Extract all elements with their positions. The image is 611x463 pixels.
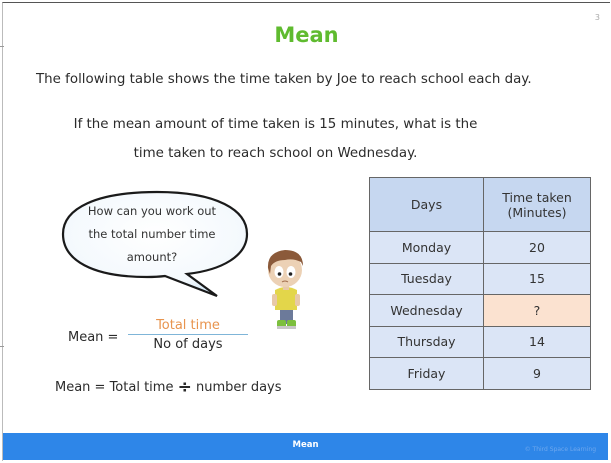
mean-division-formula [55,376,282,396]
cell-time: 14 [484,326,591,358]
intro-text: The following table shows the time taken by Joe to reach school each day. [36,72,532,87]
footer-bar [3,433,608,460]
cell-time: 20 [484,232,591,264]
header-days: Days [370,178,484,232]
time-table [369,177,591,390]
boy-character-icon [263,244,309,336]
divide-icon: ÷ [177,377,192,397]
footer-copyright: © Third Space Learning [524,446,596,453]
fraction-numerator: Total time [156,318,220,333]
formula2-left: Mean = Total time [55,380,178,395]
fraction-denominator: No of days [153,337,223,352]
cell-day: Thursday [370,326,484,358]
speech-bubble [57,186,262,301]
table-row [370,295,591,327]
question-line-1: If the mean amount of time taken is 15 minutes, what is the [73,117,478,132]
cell-time-unknown: ? [484,295,591,327]
page-number: 3 [594,13,600,22]
fraction-bar [128,334,248,335]
header-time: Time taken (Minutes) [484,178,591,232]
cell-day: Wednesday [370,295,484,327]
table-row [370,263,591,295]
edge-tick [0,46,4,47]
cell-time: 9 [484,358,591,390]
table-row [370,326,591,358]
formula2-right: number days [191,380,282,395]
fraction [128,318,248,352]
speech-bubble-text: How can you work out the total number time amount? [87,204,217,264]
slide-title: Mean [274,23,339,47]
footer-title: Mean [292,440,319,450]
cell-day: Tuesday [370,263,484,295]
cell-time: 15 [484,263,591,295]
table-header-row [370,178,591,232]
table-row [370,232,591,264]
question-line-2: time taken to reach school on Wednesday. [133,146,418,161]
question-text [73,110,478,168]
table-row [370,358,591,390]
cell-day: Friday [370,358,484,390]
formula-lhs: Mean = [68,330,119,345]
cell-day: Monday [370,232,484,264]
edge-tick [0,346,4,347]
